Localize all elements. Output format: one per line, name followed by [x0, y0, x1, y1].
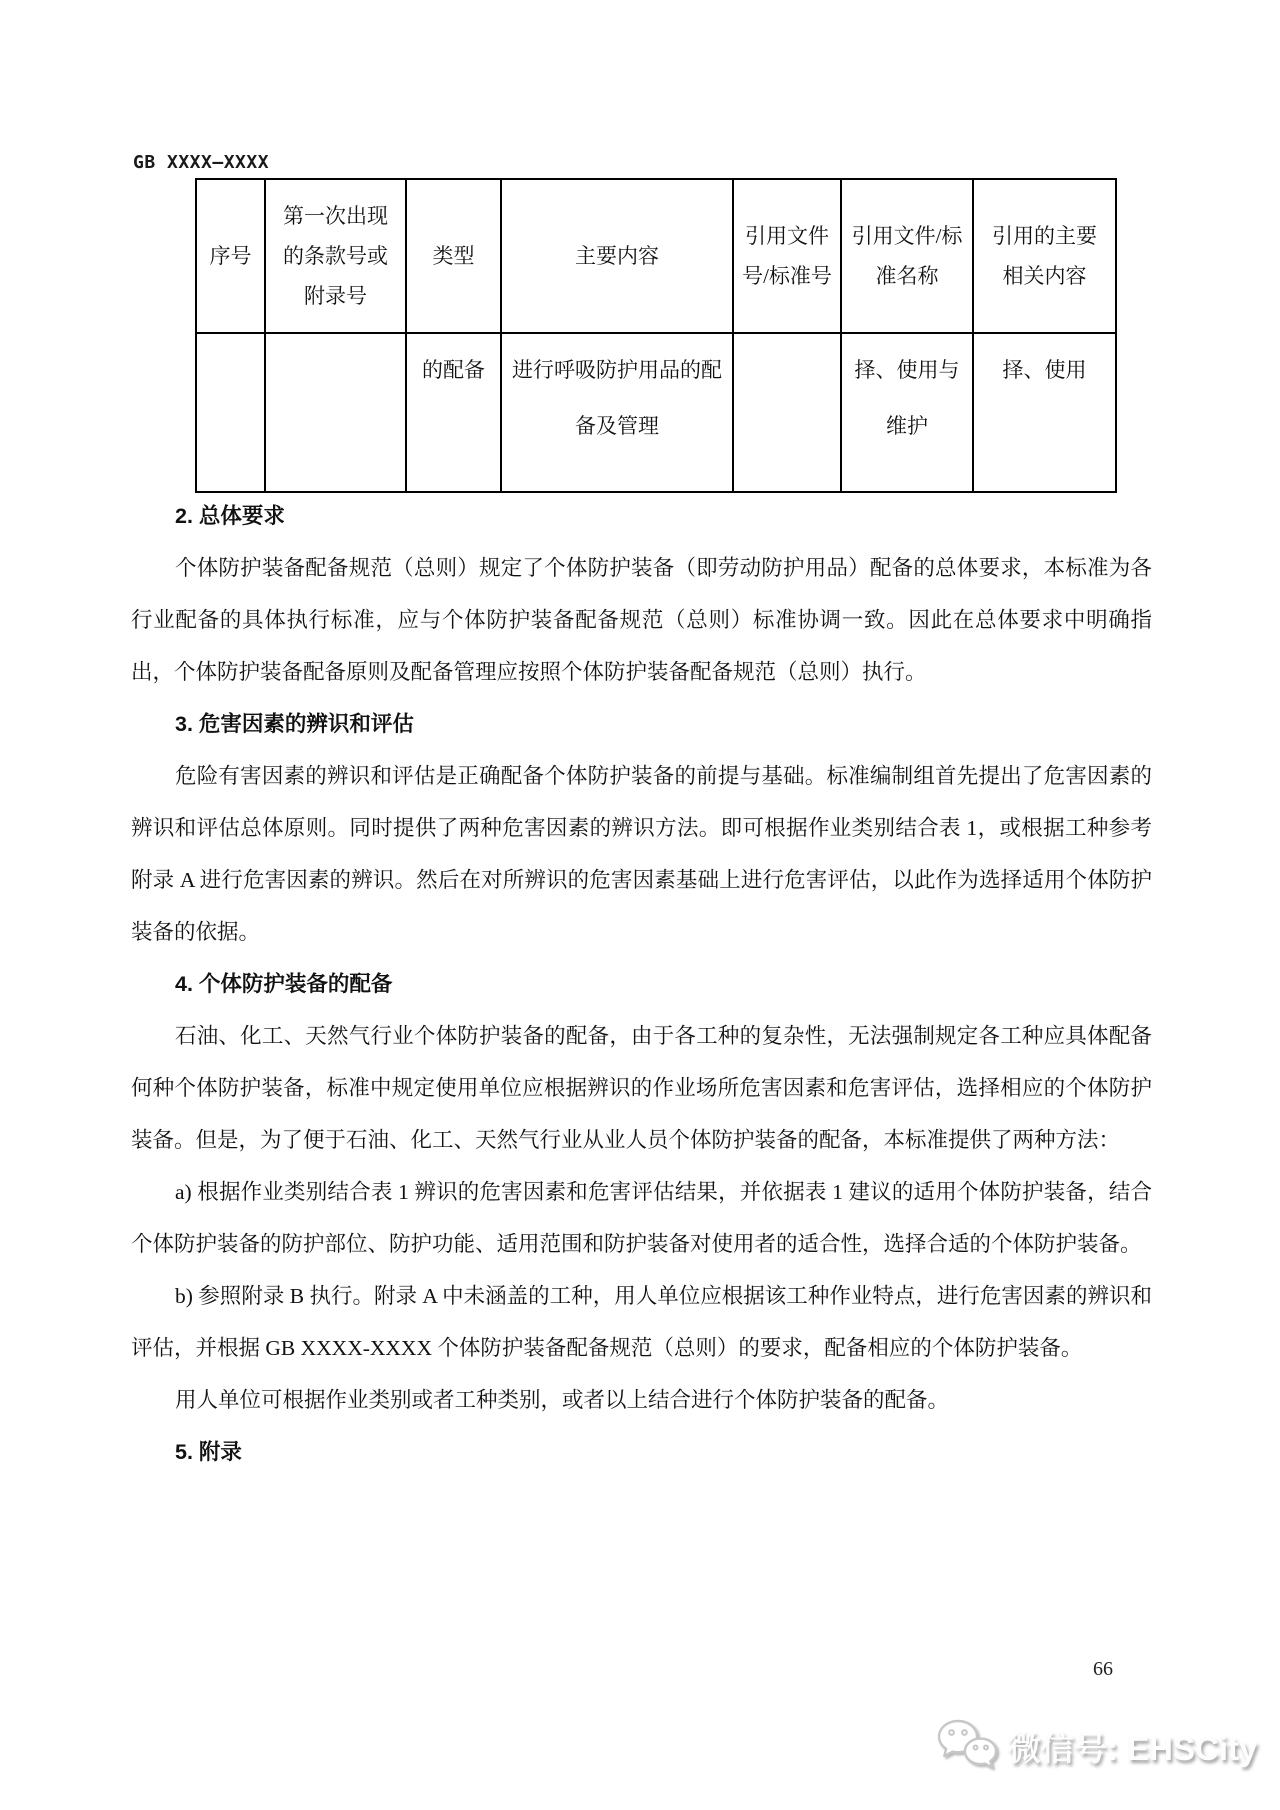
table-cell: 择、使用与维护: [841, 333, 973, 492]
section-heading-3: 3. 危害因素的辨识和评估: [175, 712, 414, 736]
doc-code: GB XXXX—XXXX: [133, 152, 270, 173]
table-row: [196, 333, 1116, 492]
paragraph: 用人单位可根据作业类别或者工种类别，或者以上结合进行个体防护装备的配备。: [175, 1388, 950, 1412]
document-body: [131, 490, 1152, 1478]
table-cell: 进行呼吸防护用品的配备及管理: [501, 333, 733, 492]
wechat-icon: [936, 1716, 998, 1776]
paragraph-list-item-b: b) 参照附录 B 执行。附录 A 中未涵盖的工种，用人单位应根据该工种作业特点，进行危害因素的辨识和评估，并根据 GB XXXX-XXXX 个体防护装备配备规范（总则）的要求，配备相应的个体防护装备。: [131, 1284, 1152, 1360]
section-heading-4: 4. 个体防护装备的配备: [175, 972, 393, 996]
col-header-ref-number: 引用文件号/标准号: [733, 179, 841, 333]
watermark: [936, 1716, 1257, 1776]
table-header-row: [196, 179, 1116, 333]
paragraph: 石油、化工、天然气行业个体防护装备的配备，由于各工种的复杂性，无法强制规定各工种应具体配备何种个体防护装备，标准中规定使用单位应根据辨识的作业场所危害因素和危害评估，选择相应的个体防护装备。但是，为了便于石油、化工、天然气行业从业人员个体防护装备的配备，本标准提供了两种方法：: [131, 1024, 1152, 1152]
col-header-ref-name: 引用文件/标准名称: [841, 179, 973, 333]
table-cell: [265, 333, 406, 492]
reference-table: [195, 178, 1117, 493]
paragraph: 个体防护装备配备规范（总则）规定了个体防护装备（即劳动防护用品）配备的总体要求，本标准为各行业配备的具体执行标准，应与个体防护装备配备规范（总则）标准协调一致。因此在总体要求中明确指出，个体防护装备配备原则及配备管理应按照个体防护装备配备规范（总则）执行。: [131, 556, 1152, 684]
table-cell: 的配备: [406, 333, 501, 492]
section-heading-2: 2. 总体要求: [175, 504, 285, 528]
col-header-type: 类型: [406, 179, 501, 333]
col-header-clause: 第一次出现的条款号或附录号: [265, 179, 406, 333]
section-heading-5: 5. 附录: [175, 1440, 242, 1464]
paragraph: 危险有害因素的辨识和评估是正确配备个体防护装备的前提与基础。标准编制组首先提出了危害因素的辨识和评估总体原则。同时提供了两种危害因素的辨识方法。即可根据作业类别结合表 1，或根据工种参考附录 A 进行危害因素的辨识。然后在对所辨识的危害因素基础上进行危害评估，以此作为选择适用个体防护装备的依据。: [131, 764, 1152, 944]
page-number: 66: [1093, 1658, 1113, 1680]
watermark-text: 微信号: EHSCity: [1008, 1729, 1258, 1767]
paragraph-list-item-a: a) 根据作业类别结合表 1 辨识的危害因素和危害评估结果，并依据表 1 建议的适用个体防护装备，结合个体防护装备的防护部位、防护功能、适用范围和防护装备对使用者的适合性，选择合适的个体防护装备。: [131, 1180, 1152, 1256]
table-cell: [733, 333, 841, 492]
table-cell: 择、使用: [973, 333, 1116, 492]
table-cell: [196, 333, 265, 492]
col-header-ref-related: 引用的主要相关内容: [973, 179, 1116, 333]
col-header-index: 序号: [196, 179, 265, 333]
col-header-main-content: 主要内容: [501, 179, 733, 333]
